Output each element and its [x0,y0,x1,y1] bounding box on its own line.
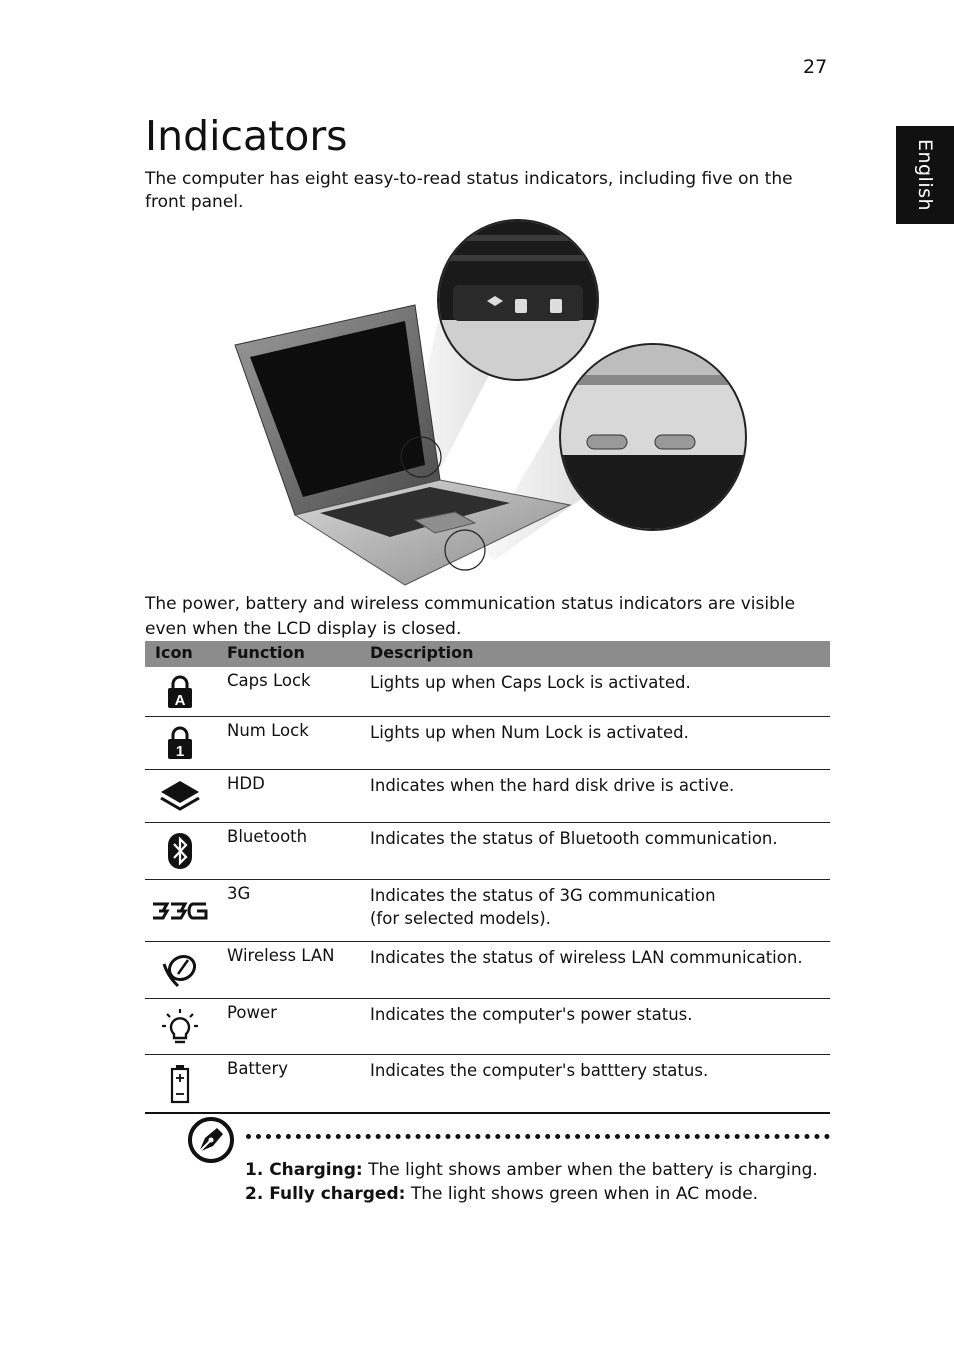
bluetooth-icon [145,823,215,879]
row-description: Indicates the status of Bluetooth communication. [370,829,778,848]
note-label: 1. Charging: [245,1160,363,1180]
note-item [245,1158,835,1182]
intro-paragraph: The computer has eight easy-to-read status indicators, including five on the front panel. [145,169,793,212]
row-description: Indicates when the hard disk drive is active. [370,776,735,795]
note-list [245,1158,835,1206]
header-function: Function [227,643,305,662]
wireless-lan-icon [145,942,215,998]
zoom-front-indicators [555,344,755,535]
svg-text:A: A [174,691,186,709]
zoom-top-indicators [435,215,605,380]
note-divider [246,1134,830,1139]
table-row [145,880,830,942]
row-function: Wireless LAN [227,946,335,965]
table-row [145,1055,830,1114]
table-row [145,999,830,1055]
svg-text:1: 1 [175,743,185,760]
row-description: Indicates the computer's power status. [370,1005,693,1024]
row-function: Bluetooth [227,827,308,846]
table-row [145,667,830,717]
row-function: 3G [227,884,251,903]
indicators-table [145,641,830,1114]
row-function: HDD [227,774,265,793]
note-label: 2. Fully charged: [245,1184,406,1204]
row-function: Num Lock [227,721,309,740]
row-description: Lights up when Num Lock is activated. [370,723,689,742]
table-row [145,717,830,770]
header-icon: Icon [155,643,193,662]
row-function: Power [227,1003,277,1022]
row-description [370,884,830,930]
table-header [145,641,830,667]
row-description: Indicates the computer's batttery status. [370,1061,709,1080]
row-description-line1: Indicates the status of 3G communication [370,886,716,905]
table-row [145,823,830,880]
row-description: Lights up when Caps Lock is activated. [370,673,691,692]
3g-icon [145,880,215,941]
caption-paragraph: The power, battery and wireless communication status indicators are visible even when the LCD display is closed. [145,594,796,639]
page-number: 27 [803,56,828,78]
num-lock-icon [145,717,215,769]
power-icon [145,999,215,1054]
note-item [245,1182,835,1206]
caps-lock-icon [145,667,215,716]
row-function: Battery [227,1059,289,1078]
note-pen-icon [187,1116,235,1168]
language-tab-label: English [914,138,937,212]
note-text: The light shows amber when the battery is charging. [362,1160,818,1180]
battery-icon [145,1055,215,1112]
header-description: Description [370,643,474,662]
laptop-illustration [225,215,755,595]
row-description-line2: (for selected models). [370,909,551,928]
table-row [145,770,830,823]
hdd-icon [145,770,215,822]
row-description: Indicates the status of wireless LAN communication. [370,948,803,967]
note-text: The light shows green when in AC mode. [405,1184,759,1204]
table-row [145,942,830,999]
row-function: Caps Lock [227,671,311,690]
page-title: Indicators [145,112,348,160]
language-tab [896,126,954,224]
